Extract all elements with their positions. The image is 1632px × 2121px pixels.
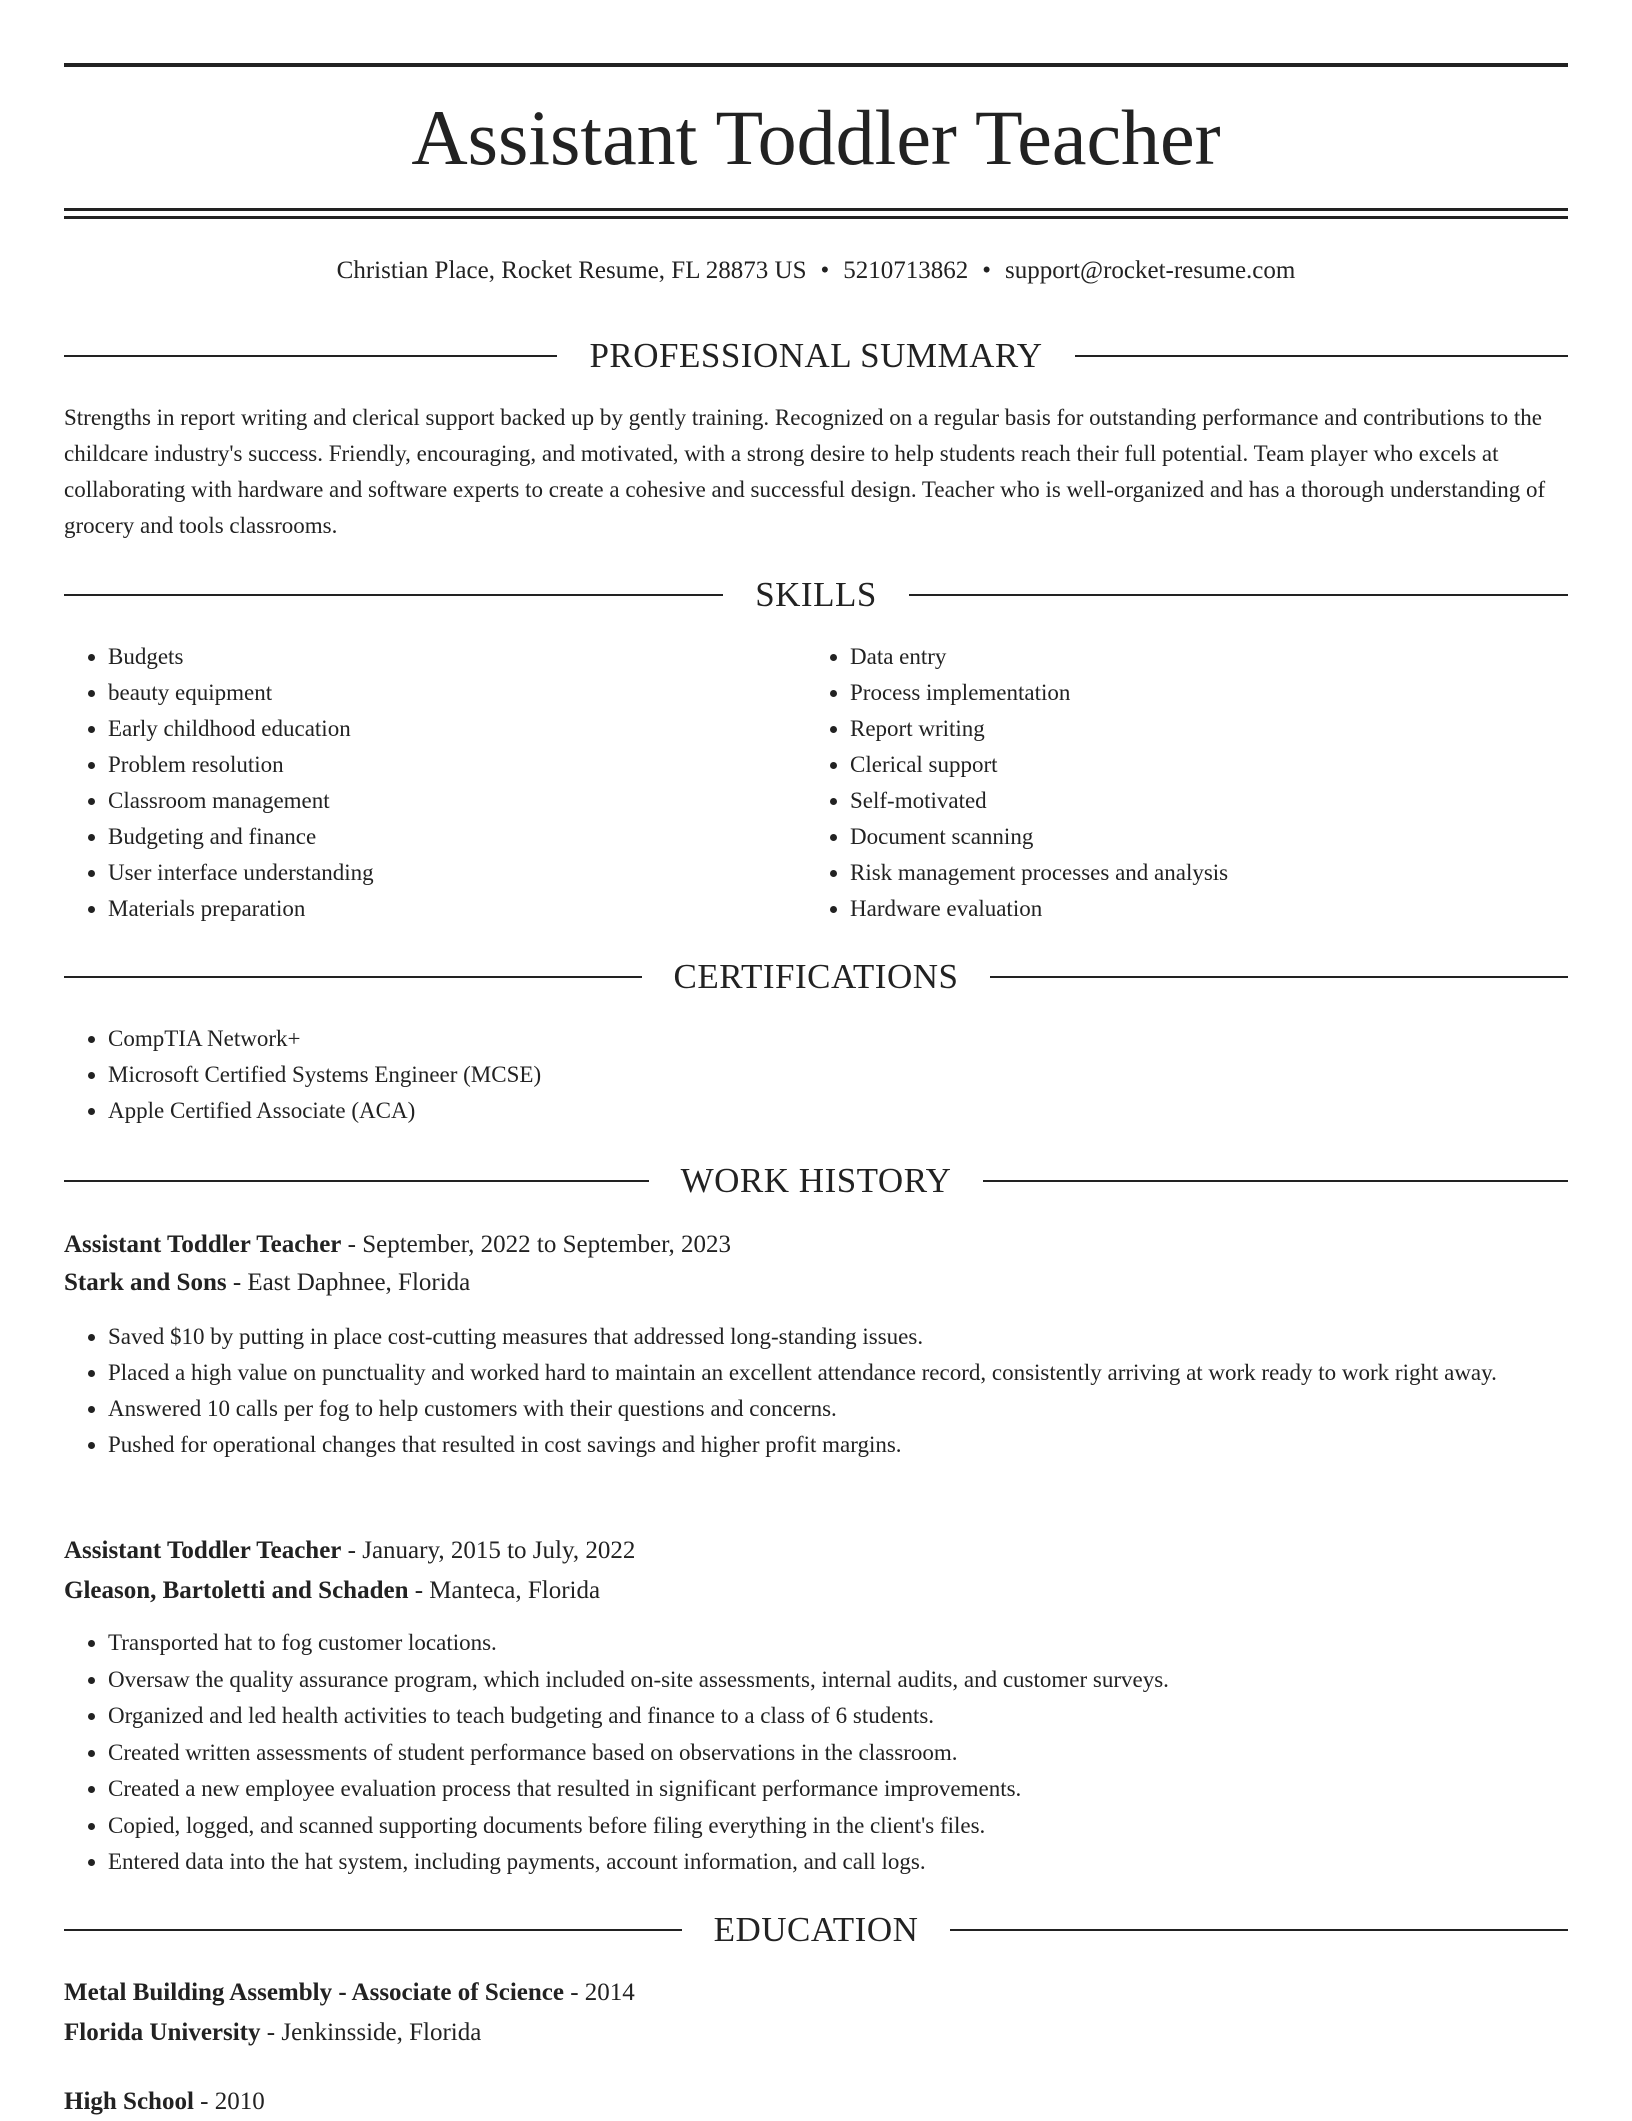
education-year: - 2010 [193,2088,265,2115]
education-year: - 2014 [563,1979,635,2006]
section-title: WORK HISTORY [680,1161,952,1200]
job-company-line [64,1572,1568,1610]
section-heading-education [64,1910,1568,1950]
certifications-list [64,1021,1568,1129]
section-title: SKILLS [755,575,877,614]
skill-item: • Self-motivated [850,783,1566,819]
heading-rule [983,1180,1568,1182]
section-heading-skills [64,575,1568,615]
education-school-line [64,2014,1568,2052]
job-bullets [64,1625,1568,1881]
skill-item: • Clerical support [850,747,1566,783]
job-location: - Manteca, Florida [408,1577,601,1604]
section-title: CERTIFICATIONS [673,957,959,996]
skill-item: • Budgeting and finance [108,819,764,855]
contact-address: Christian Place, Rocket Resume, FL 28873 US [336,257,807,284]
section-title: PROFESSIONAL SUMMARY [589,336,1043,375]
certification-item: • CompTIA Network+ [108,1021,1568,1057]
skill-item: • Risk management processes and analysis [850,855,1566,891]
job-bullet: • Organized and led health activities to teach budgeting and finance to a class of 6 students. [108,1698,1568,1735]
resume-name: Assistant Toddler Teacher [411,94,1221,181]
job-bullet: • Entered data into the hat system, including payments, account information, and call logs. [108,1844,1568,1881]
certification-item: • Apple Certified Associate (ACA) [108,1093,1568,1129]
heading-rule [909,594,1568,596]
header-top-rule [64,63,1568,67]
heading-rule [64,355,557,357]
education-degree-line [64,2083,1568,2121]
summary-text: Strengths in report writing and clerical support backed up by gently training. Recognized on a regular basis for outstanding performance and contributions to the childcare industry's success. Friendly, encouraging, and motivated, with a strong desire to help students reach their full potential. Team player who excels at collaborating with hardware and software experts to create a cohesive and successful design. Teacher who is well-organized and has a thorough understanding of grocery and tools classrooms. [64,405,1546,538]
heading-rule [64,1929,682,1931]
job-title: Assistant Toddler Teacher [64,1537,342,1564]
header-bottom-rule-second [64,216,1568,219]
job-company: Stark and Sons [64,1269,227,1296]
job-bullet: • Transported hat to fog customer locations. [108,1625,1568,1662]
section-title: EDUCATION [713,1910,919,1949]
skill-item: • Materials preparation [108,891,764,927]
job-bullet: • Saved $10 by putting in place cost-cutting measures that addressed long-standing issues. [108,1319,1568,1355]
heading-rule [64,594,723,596]
skills-column-right [806,639,1566,927]
contact-separator: • [982,257,992,284]
job-company-line [64,1264,1568,1302]
header-bottom-rule [64,208,1568,211]
education-degree: Metal Building Assembly - Associate of Science [64,1979,564,2006]
heading-rule [64,976,642,978]
job-bullet: • Pushed for operational changes that resulted in cost savings and higher profit margins. [108,1427,1568,1463]
job-bullet: • Placed a high value on punctuality and worked hard to maintain an excellent attendance record, consistently arriving at work ready to work right away. [108,1355,1568,1391]
job-bullet: • Created written assessments of student performance based on observations in the classroom. [108,1735,1568,1772]
job-bullet: • Copied, logged, and scanned supporting documents before filing everything in the client's files. [108,1808,1568,1845]
job-title-line [64,1532,1568,1570]
contact-separator: • [820,257,830,284]
contact-phone: 5210713862 [843,257,969,284]
skill-item: • User interface understanding [108,855,764,891]
section-heading-certifications [64,957,1568,997]
skill-item: • Budgets [108,639,764,675]
education-degree: High School [64,2088,194,2115]
job-title-line [64,1226,1568,1264]
job-bullet: • Oversaw the quality assurance program, which included on-site assessments, internal audits, and customer surveys. [108,1662,1568,1699]
job-title: Assistant Toddler Teacher [64,1231,342,1258]
heading-rule [950,1929,1568,1931]
education-location: - Jenkinsside, Florida [260,2019,482,2046]
heading-rule [1075,355,1568,357]
skill-item: • Hardware evaluation [850,891,1566,927]
contact-email[interactable]: support@rocket-resume.com [1005,257,1296,284]
skill-item: • Process implementation [850,675,1566,711]
skill-item: • Problem resolution [108,747,764,783]
heading-rule [990,976,1568,978]
skill-item: • Classroom management [108,783,764,819]
skill-item: • Document scanning [850,819,1566,855]
job-bullets [64,1319,1568,1463]
skill-item: • Data entry [850,639,1566,675]
skills-column-left [64,639,764,927]
skill-item: • Early childhood education [108,711,764,747]
section-heading-work [64,1161,1568,1201]
education-school: Florida University [64,2019,261,2046]
heading-rule [64,1180,649,1182]
job-bullet: • Answered 10 calls per fog to help customers with their questions and concerns. [108,1391,1568,1427]
job-bullet: • Created a new employee evaluation process that resulted in significant performance improvements. [108,1771,1568,1808]
section-heading-summary [64,336,1568,376]
job-dates: - January, 2015 to July, 2022 [341,1537,636,1564]
contact-line [64,252,1568,290]
skill-item: • Report writing [850,711,1566,747]
skill-item: • beauty equipment [108,675,764,711]
job-location: - East Daphnee, Florida [226,1269,471,1296]
certification-item: • Microsoft Certified Systems Engineer (MCSE) [108,1057,1568,1093]
job-company: Gleason, Bartoletti and Schaden [64,1577,409,1604]
job-dates: - September, 2022 to September, 2023 [341,1231,731,1258]
education-degree-line [64,1974,1568,2012]
